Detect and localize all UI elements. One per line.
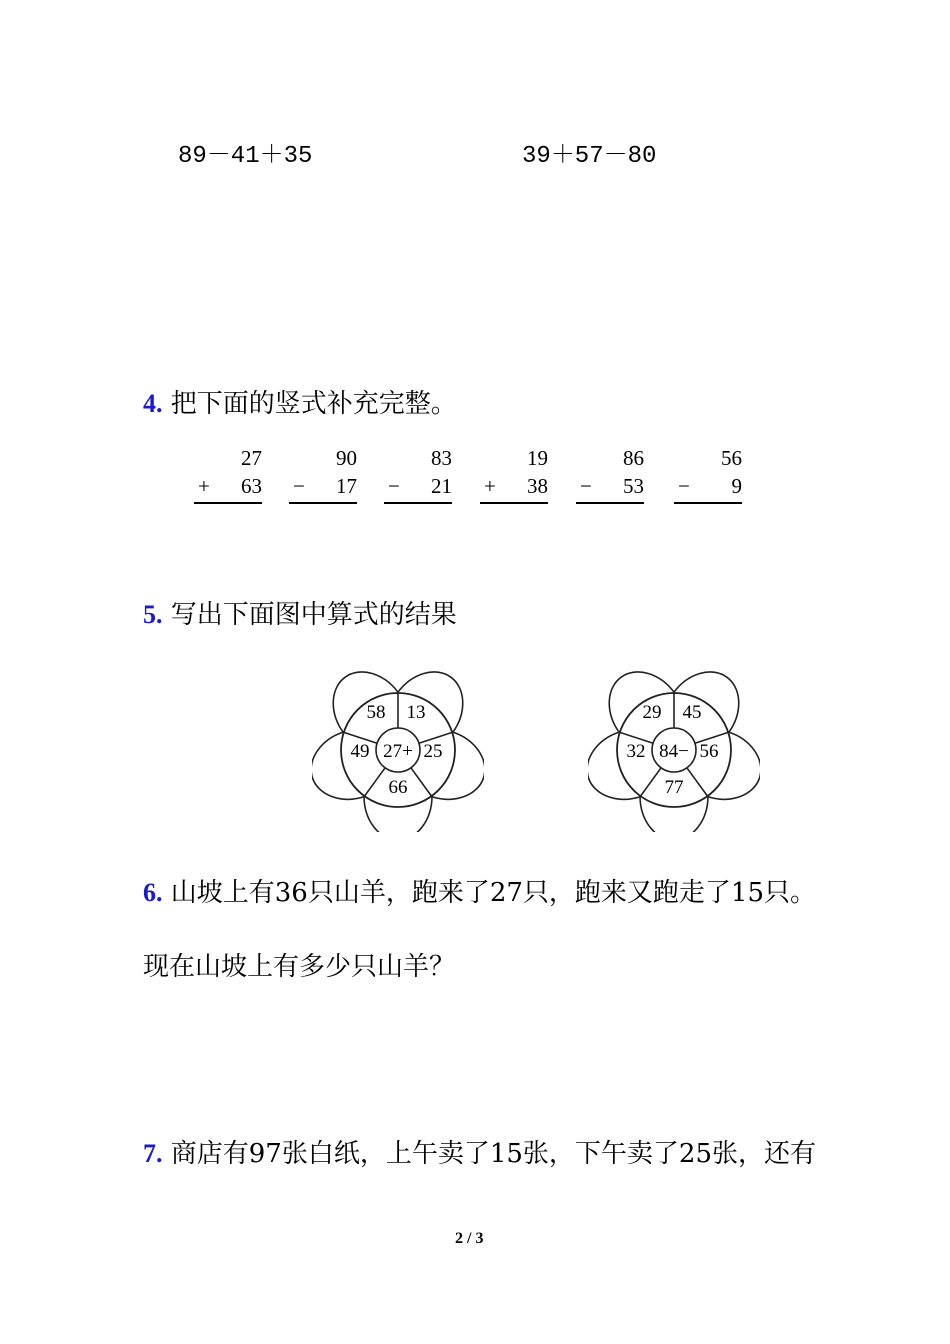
question-text: 写出下面图中算式的结果 [170,600,457,630]
vertical-problem [672,446,742,504]
question-5 [143,594,457,631]
bottom-number: 38 [527,474,548,498]
segment-top-right: 13 [406,702,426,723]
question-number: 5. [143,600,163,629]
bottom-line [478,474,548,504]
operator: + [198,474,210,498]
top-number: 83 [431,446,452,470]
bottom-number: 53 [623,474,644,498]
segment-top-left: 29 [642,702,662,723]
question-6 [143,872,816,909]
underline [384,502,452,504]
operator: − [388,474,400,498]
expression-1: 89－41＋35 [178,143,313,170]
vertical-problem [574,446,644,504]
segment-bottom: 66 [388,777,408,798]
question-7 [143,1133,816,1170]
question-number: 4. [143,389,163,418]
bottom-line [382,474,452,504]
vertical-problem [192,446,262,504]
segment-left: 32 [626,741,646,762]
top-number: 27 [241,446,262,470]
top-number: 56 [721,446,742,470]
bottom-line [672,474,742,504]
underline [576,502,644,504]
vertical-problem [287,446,357,504]
bottom-line [574,474,644,504]
bottom-number: 9 [731,474,742,498]
segment-top-right: 45 [682,702,702,723]
center-label: 27+ [383,741,413,762]
vertical-problem [478,446,548,504]
top-number: 19 [527,446,548,470]
bottom-number: 17 [336,474,357,498]
underline [289,502,357,504]
question-6-line-2: 现在山坡上有多少只山羊？ [143,952,456,982]
segment-top-left: 58 [366,702,386,723]
operator: − [678,474,690,498]
bottom-number: 21 [431,474,452,498]
question-text: 山坡上有36只山羊，跑来了27只，跑来又跑走了15只。 [170,878,817,908]
underline [480,502,548,504]
top-number: 86 [623,446,644,470]
expression-2: 39＋57－80 [522,143,657,170]
operator: + [484,474,496,498]
underline [674,502,742,504]
question-number: 7. [143,1139,163,1168]
bottom-number: 63 [241,474,262,498]
bottom-line [192,474,262,504]
center-label: 84− [659,741,689,762]
vertical-problem [382,446,452,504]
segment-bottom: 77 [664,777,684,798]
question-number: 6. [143,878,163,907]
question-text: 把下面的竖式补充完整。 [170,389,457,419]
question-4 [143,383,457,420]
segment-left: 49 [350,741,370,762]
segment-right: 56 [699,741,719,762]
bottom-line [287,474,357,504]
flower-diagram [588,668,760,832]
question-text: 商店有97张白纸，上午卖了15张，下午卖了25张，还有 [170,1139,817,1169]
operator: − [293,474,305,498]
top-number: 90 [336,446,357,470]
underline [194,502,262,504]
operator: − [580,474,592,498]
flower-diagram [312,668,484,832]
page-number: 2 / 3 [455,1230,484,1247]
segment-right: 25 [423,741,443,762]
